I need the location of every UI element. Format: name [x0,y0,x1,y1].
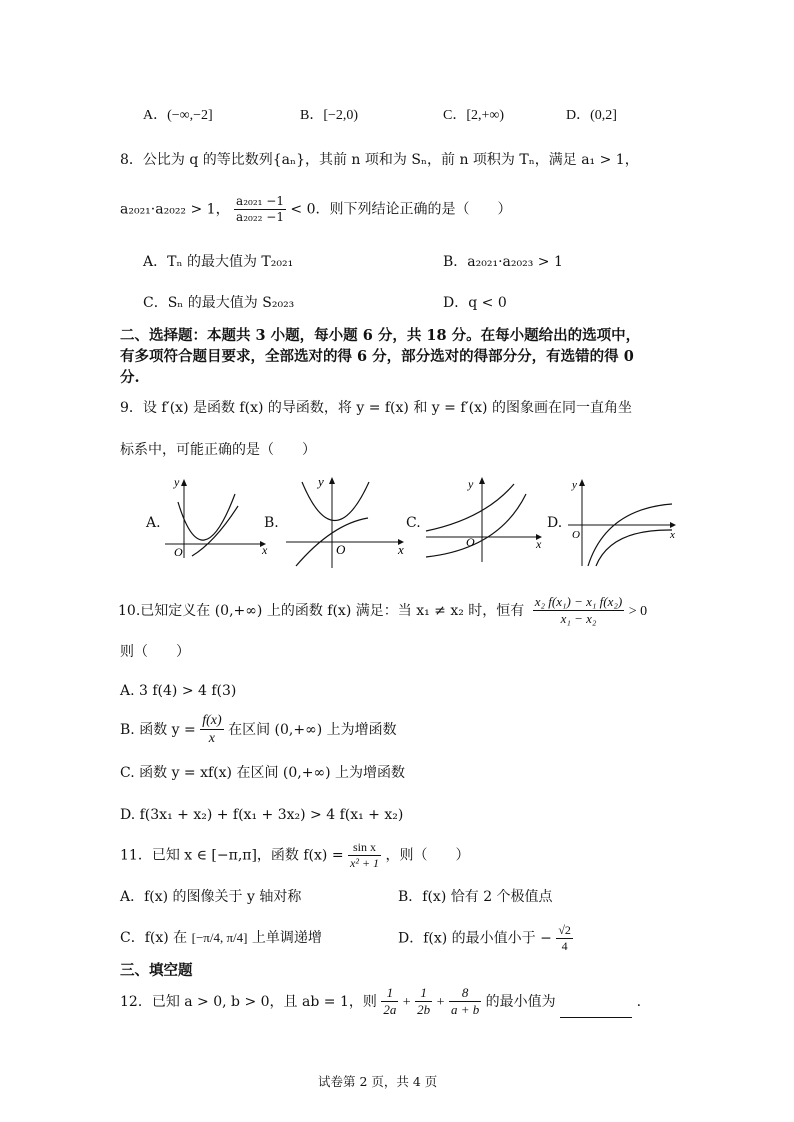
q8-option-d: D．q < 0 [443,295,507,311]
q11-option-d [398,924,573,953]
q9-c-x-label: x [536,537,542,551]
q10-option-d: D. f(3x₁ + x₂) + f(x₁ + 3x₂) > 4 f(x₁ + x₂) [120,807,404,823]
q8-line2-part-a: a₂₀₂₁·a₂₀₂₂ > 1， [120,201,230,218]
q11-stem-post: ，则（ ） [385,847,470,864]
q11-option-d-pre: D．f(x) 的最小值小于 − [398,930,552,947]
section2-line2: 有多项符合题目要求，全部选对的得 6 分，部分选对的得部分分，有选错的得 0 [120,348,634,365]
q12-f3-denominator: a + b [450,1002,480,1018]
q8-option-a: A．Tₙ 的最大值为 T₂₀₂₁ [143,254,294,270]
q9-d-y-label: y [572,479,577,491]
q12-f1-numerator: 1 [381,986,398,1002]
q12-f2-denominator: 2b [417,1002,431,1018]
q10-option-b-fraction [200,713,223,747]
q9-graph-a [160,474,270,559]
q11-option-c-interval: [−π/4, π/4] [191,930,248,945]
q12-fraction-1 [381,986,398,1018]
q11-option-c-post: 上单调递增 [251,930,322,946]
section2-line3: 分. [120,369,140,386]
q8-fraction [234,195,286,224]
q8-frac-numerator: a₂₀₂₁ −1 [234,195,286,210]
q11-option-b: B．f(x) 恰有 2 个极值点 [398,889,553,905]
q9-c-origin-label: O [466,535,475,549]
q10-gt: > 0 [628,603,648,619]
q12-fraction-2 [415,986,432,1018]
page-footer: 试卷第 2 页，共 4 页 [318,1074,438,1089]
q10-then: 则（ ） [120,644,190,660]
q9-graph-b-label: B. [264,515,279,531]
q10-stem [118,595,647,627]
q9-b-y-label: y [318,474,324,489]
q9-graph-c-label: C. [406,515,421,531]
q10-frac-denominator: x₁ − x₂ [560,611,597,627]
q9-a-y-label: y [174,475,180,489]
q11-option-c-pre: C．f(x) 在 [120,930,188,946]
q9-a-x-label: x [262,543,268,557]
q11-option-c [120,931,322,945]
q8-line2-part-b: < 0．则下列结论正确的是（ ） [290,201,512,218]
q7-option-d: D．(0,2] [566,108,617,123]
q8-frac-denominator: a₂₀₂₂ −1 [236,210,284,225]
q9-graph-b [284,474,408,569]
q7-option-a: A．(−∞,−2] [143,108,213,123]
q9-b-origin-label: O [336,542,346,557]
q9-graph-c [424,474,548,564]
q10-fraction [533,595,624,627]
q11-option-d-denominator: 4 [561,939,568,954]
q7-option-c: C．[2,+∞) [443,108,505,123]
q12-stem: 12．已知 a > 0, b > 0，且 ab = 1，则 $\frac{1}{2a}$ + $\frac{1}{2b}$ + $\frac{8}{a + b}$ 的最小值为 . [120,985,642,1018]
q10-option-b [120,713,397,747]
q10-frac-numerator: x₂ f(x₁) − x₁ f(x₂) [533,595,624,611]
q11-fraction [348,841,381,870]
q12-f2-numerator: 1 [415,986,432,1002]
q11-option-a: A．f(x) 的图像关于 y 轴对称 [120,889,302,905]
q9-b-x-label: x [398,542,404,557]
q11-frac-numerator: sin x [348,841,381,856]
q9-d-x-label: x [670,529,675,541]
q9-c-y-label: y [468,477,474,491]
q8-option-c: C．Sₙ 的最大值为 S₂₀₂₃ [143,295,295,311]
q9-graph-d [566,474,682,569]
q12-f1-denominator: 2a [383,1002,397,1018]
q9-d-origin-label: O [572,529,580,541]
q12-answer-blank[interactable] [560,1003,632,1018]
q11-option-d-numerator: √2 [556,924,573,939]
q10-option-a: A. 3 f(4) > 4 f(3) [120,683,237,699]
q9-stem-line2: 标系中，可能正确的是（ ） [120,442,316,458]
q10-option-b-post: 在区间 (0,+∞) 上为增函数 [228,721,397,738]
q12-end: . [636,993,642,1010]
section3-title: 三、填空题 [120,962,193,979]
q8-stem-line1: 8．公比为 q 的等比数列{aₙ}，其前 n 项和为 Sₙ，前 n 项积为 Tₙ，满足 a₁ > 1， [120,152,639,168]
q9-graph-a-label: A. [146,515,161,531]
q12-stem-pre: 12．已知 a > 0, b > 0，且 ab = 1，则 [120,993,377,1010]
q10-option-b-denominator: x [208,731,216,747]
q11-option-d-fraction [556,924,573,953]
q10-stem-text: 10.已知定义在 (0,+∞) 上的函数 f(x) 满足：当 x₁ ≠ x₂ 时，恒有 [118,602,525,619]
q12-fraction-3 [449,986,481,1018]
q10-option-b-numerator: f(x) [200,713,223,730]
q11-frac-denominator: x² + 1 [350,856,380,871]
q9-stem-line1: 9．设 f′(x) 是函数 f(x) 的导函数，将 y = f(x) 和 y = f′(x) 的图象画在同一直角坐 [120,400,632,416]
section2-line1: 二、选择题：本题共 3 小题，每小题 6 分，共 18 分。在每小题给出的选项中， [120,327,641,344]
q9-graph-d-label: D. [547,515,563,531]
q8-option-b: B．a₂₀₂₁·a₂₀₂₃ > 1 [443,254,563,270]
q10-option-b-pre: B. 函数 y = [120,721,196,738]
q10-option-c: C. 函数 y = xf(x) 在区间 (0,+∞) 上为增函数 [120,765,406,781]
q11-stem-pre: 11．已知 x ∈ [−π,π]，函数 f(x) = [120,847,344,864]
q12-stem-post: 的最小值为 [485,993,556,1010]
q11-stem [120,841,470,870]
q12-f3-numerator: 8 [449,986,481,1002]
q7-option-b: B．[−2,0) [300,108,359,123]
q8-stem-line2 [120,195,512,224]
q9-a-origin-label: O [174,545,183,559]
